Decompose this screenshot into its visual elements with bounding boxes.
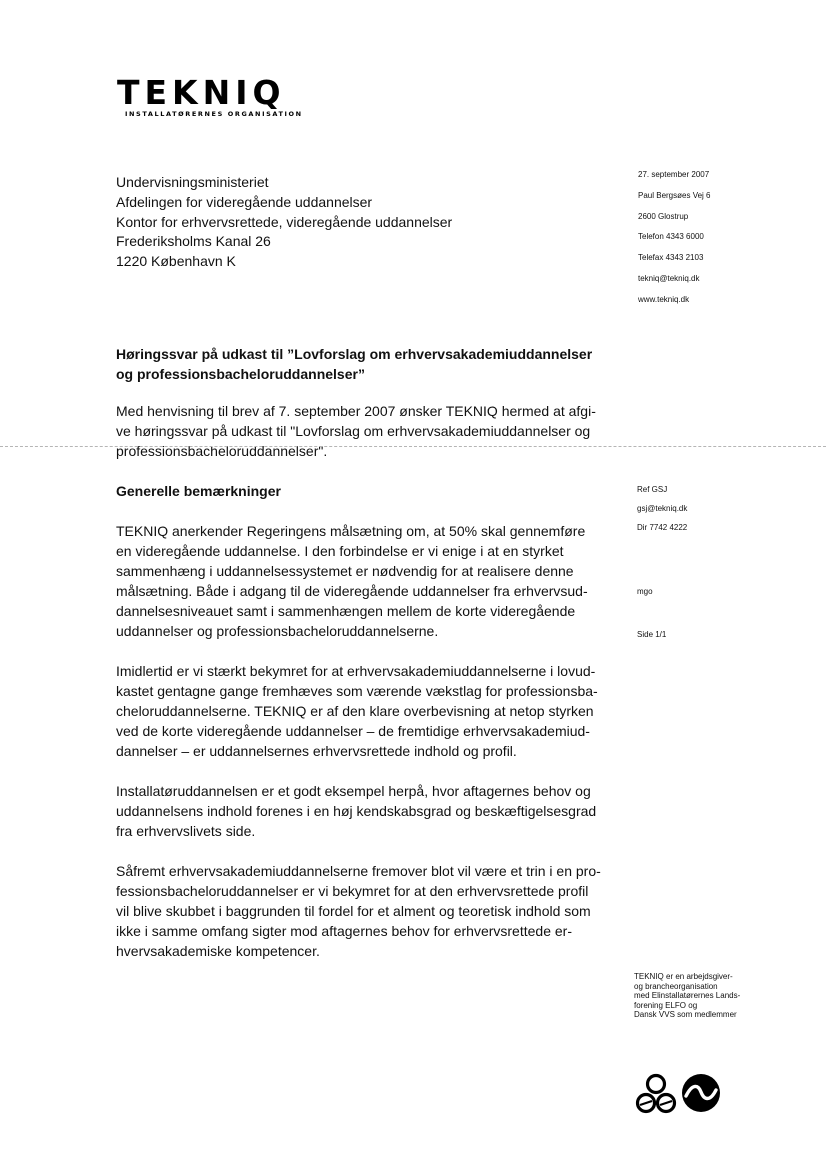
text-line: fessionsbacheloruddannelser er vi bekymret for at den erhvervsrettede profil [116, 883, 589, 899]
logos-svg [632, 1072, 724, 1116]
reference-initials: Ref GSJ [637, 485, 668, 494]
scan-divider [0, 446, 826, 448]
subject-line: Høringssvar på udkast til ”Lovforslag om erhvervsakademiuddannelser [116, 346, 593, 362]
page-number: Side 1/1 [637, 630, 667, 639]
text-line: uddannelsens indhold forenes i en høj kendskabsgrad og beskæftigelsesgrad [116, 803, 597, 819]
logo-wordmark: TEKNIQ [117, 73, 286, 112]
text-line: TEKNIQ anerkender Regeringens målsætning om, at 50% skal gennemføre [116, 523, 586, 539]
logo-subtitle: INSTALLATØRERNES ORGANISATION [125, 110, 303, 118]
recipient-line: Kontor for erhvervsrettede, videregående uddannelser [116, 213, 453, 230]
paragraph-2 [116, 661, 621, 761]
paragraph-1 [116, 521, 621, 641]
letter-date: 27. september 2007 [638, 170, 710, 179]
text-line: cheloruddannelserne. TEKNIQ er af den klare overbevisning at netop styrken [116, 703, 594, 719]
text-line: Såfremt erhvervsakademiuddannelserne fremover blot vil være et trin i en pro- [116, 863, 601, 879]
section-heading: Generelle bemærkninger [116, 483, 281, 499]
member-logos [632, 1072, 724, 1121]
text-line: Installatøruddannelsen er et godt eksempel herpå, hvor aftagernes behov og [116, 783, 591, 799]
text-line: fra erhvervslivets side. [116, 823, 256, 839]
note-line: Dansk VVS som medlemmer [634, 1010, 737, 1020]
recipient-address [116, 173, 452, 272]
sender-email: tekniq@tekniq.dk [638, 273, 700, 283]
tekniq-logo [117, 73, 303, 118]
note-line: og brancheorganisation [634, 981, 718, 991]
intro-paragraph [116, 401, 621, 461]
sender-info [638, 165, 710, 311]
text-line: Imidlertid er vi stærkt bekymret for at erhvervsakademiuddannelserne i lovud- [116, 663, 596, 679]
text-line: Med henvisning til brev af 7. september 2007 ønsker TEKNIQ hermed at afgi- [116, 403, 596, 419]
sender-phone: Telefon 4343 6000 [638, 232, 704, 242]
letter-subject [116, 344, 621, 384]
text-line: ve høringssvar på udkast til "Lovforslag om erhvervsakademiuddannelser og [116, 423, 591, 439]
elfo-logo-icon [638, 1076, 675, 1112]
letter-body [116, 401, 621, 981]
text-line: ikke i samme omfang sigter mod aftagernes behov for erhvervsrettede er- [116, 923, 572, 939]
recipient-line: Frederiksholms Kanal 26 [116, 233, 271, 250]
organisation-note [634, 972, 740, 1020]
text-line: dannelsesniveauet samt i sammenhængen mellem de korte videregående [116, 603, 576, 619]
text-line: uddannelser og professionsbacheloruddannelserne. [116, 623, 439, 639]
text-line: professionsbacheloruddannelser". [116, 443, 328, 459]
vvs-logo-icon [682, 1074, 720, 1112]
recipient-line: Afdelingen for videregående uddannelser [116, 193, 373, 210]
text-line: sammenhæng i uddannelsessystemet er nødvendig for at realisere denne [116, 563, 574, 579]
sender-fax: Telefax 4343 2103 [638, 253, 704, 263]
text-line: kastet gentagne gange fremhæves som værende vækstlag for professionsba- [116, 683, 598, 699]
text-line: målsætning. Både i adgang til de videregående uddannelser fra erhvervsud- [116, 583, 588, 599]
typist-initials: mgo [637, 587, 653, 596]
note-line: TEKNIQ er en arbejdsgiver- [634, 972, 733, 981]
paragraph-3 [116, 781, 621, 841]
recipient-line: Undervisningsministeriet [116, 174, 269, 190]
note-line: forening ELFO og [634, 1000, 698, 1010]
reference-email: gsj@tekniq.dk [637, 504, 688, 513]
reference-direct-phone: Dir 7742 4222 [637, 523, 688, 532]
recipient-line: 1220 København K [116, 253, 236, 270]
text-line: en videregående uddannelse. I den forbindelse er vi enige i at en styrket [116, 543, 564, 559]
sender-street: Paul Bergsøes Vej 6 [638, 190, 711, 200]
text-line: ved de korte videregående uddannelser – de fremtidige erhvervsakademiud- [116, 723, 590, 739]
sender-city: 2600 Glostrup [638, 211, 689, 221]
paragraph-4 [116, 861, 621, 961]
sender-website: www.tekniq.dk [638, 294, 690, 304]
reference-block [637, 480, 687, 537]
text-line: vil blive skubbet i baggrunden til fordel for et alment og teoretisk indhold som [116, 903, 591, 919]
note-line: med Elinstallatørernes Lands- [634, 991, 741, 1001]
subject-line: og professionsbacheloruddannelser” [116, 366, 365, 382]
text-line: dannelser – er uddannelsernes erhvervsrettede indhold og profil. [116, 743, 517, 759]
text-line: hvervsakademiske kompetencer. [116, 943, 320, 959]
